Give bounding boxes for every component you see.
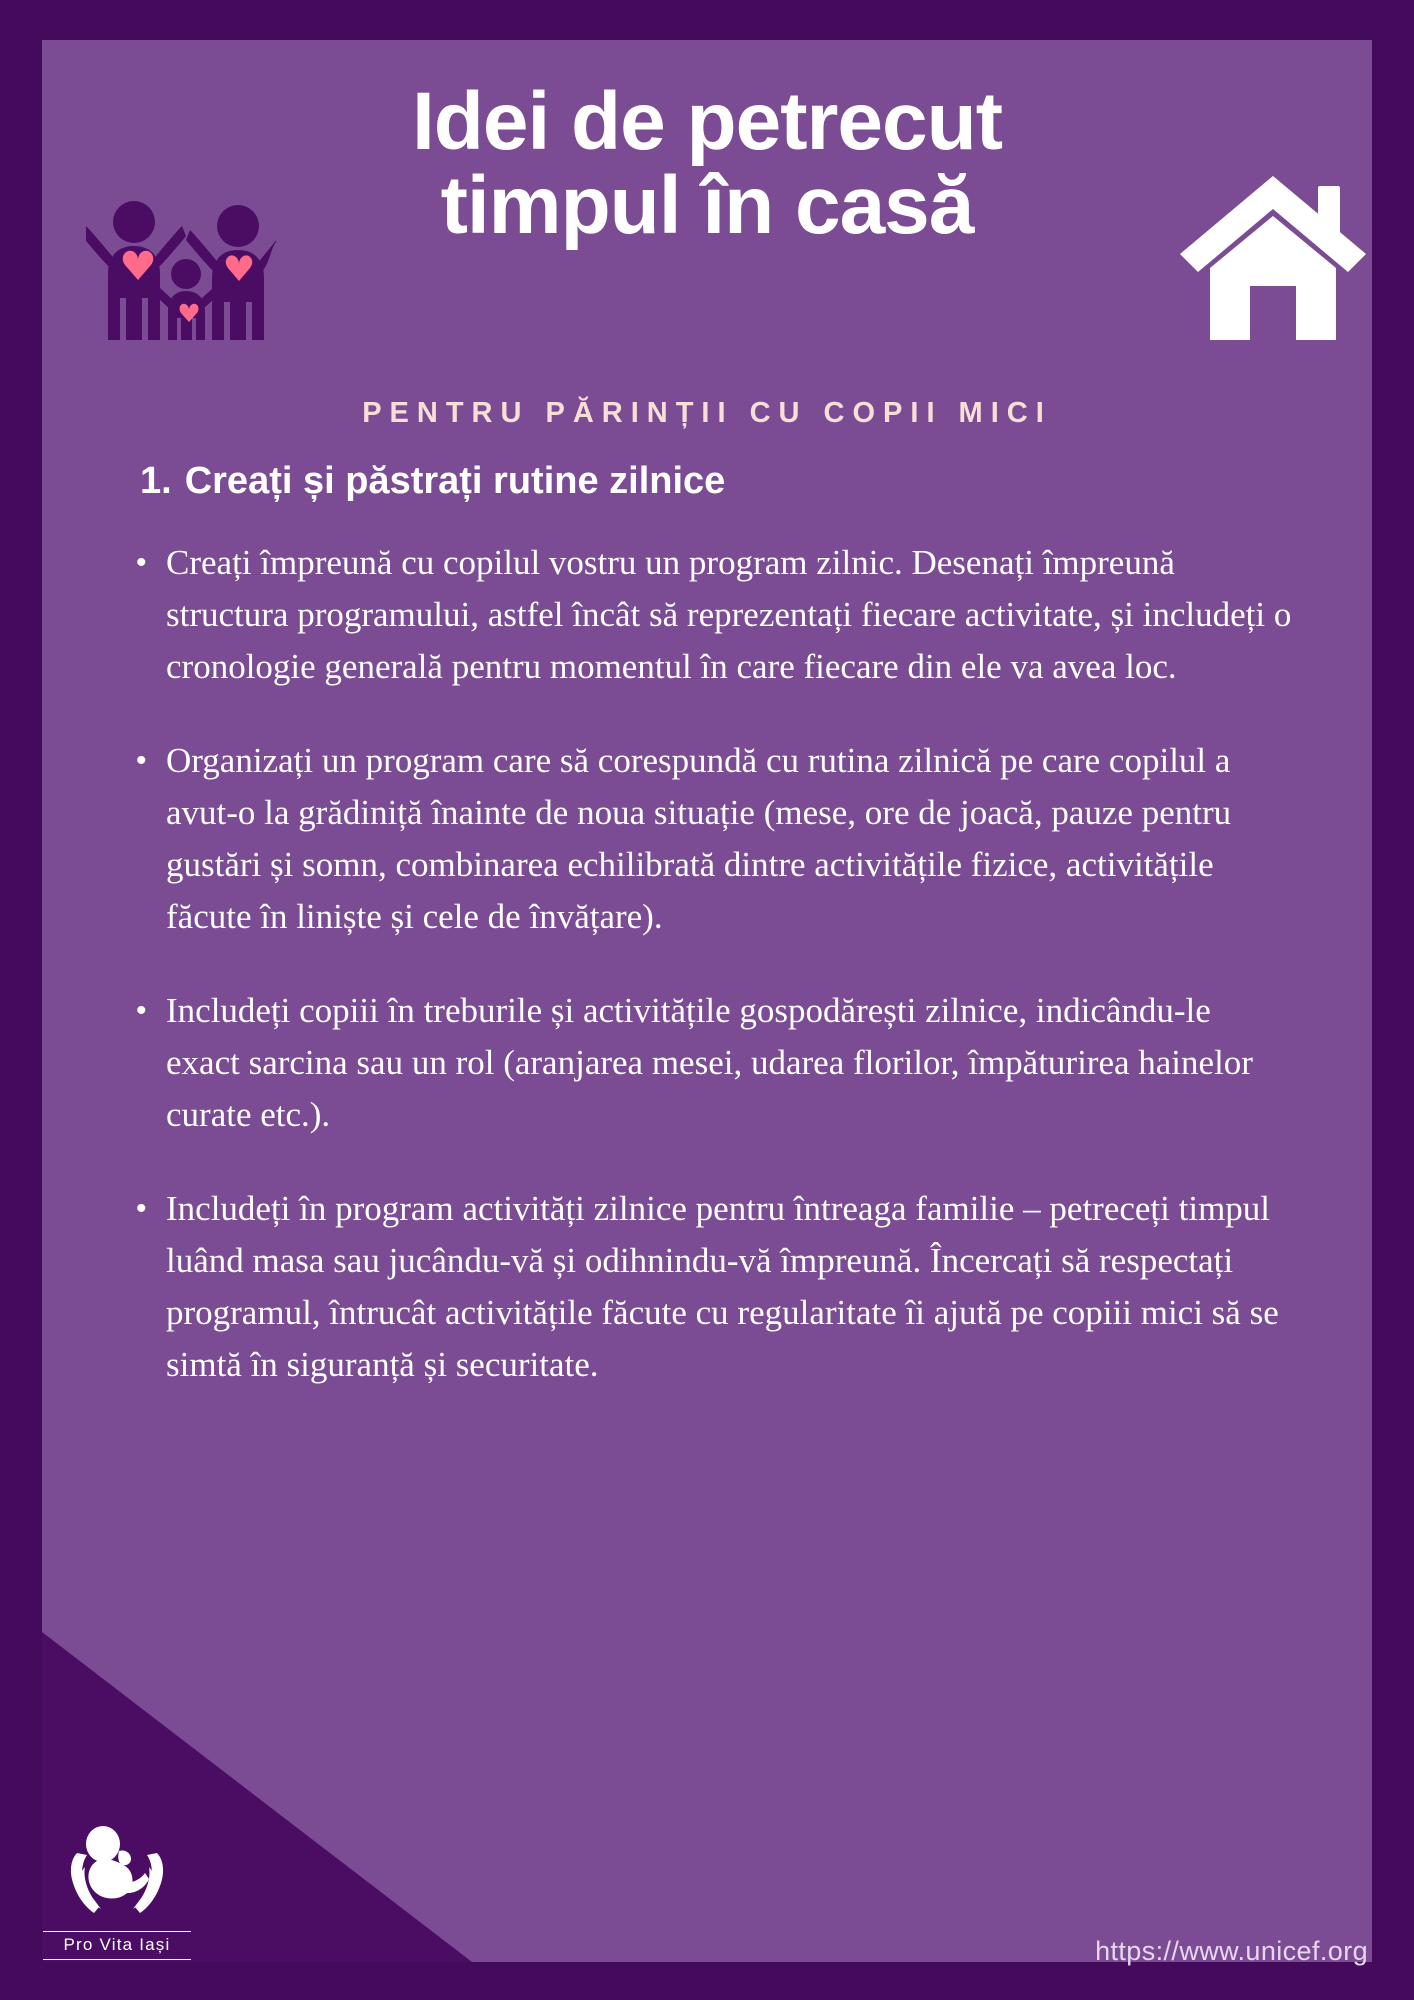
page-subtitle: PENTRU PĂRINȚII CU COPII MICI [362, 397, 1052, 429]
bullet-marker-icon: • [136, 546, 147, 579]
bullet-marker-icon: • [136, 1192, 147, 1225]
source-url: https://www.unicef.org [1095, 1936, 1368, 1966]
section-number: 1. [140, 460, 172, 502]
logo [22, 1821, 212, 1960]
list-item-text: Includeți copiii în treburile și activitățile gospodărești zilnice, indicându-le exact sarcina sau un rol (aranjarea mesei, udarea florilor, împăturirea hainelor curate etc.). [166, 991, 1253, 1134]
section-heading-text: Creați și păstrați rutine zilnice [184, 460, 726, 502]
list-item [132, 985, 1292, 1141]
list-item-text: Includeți în program activități zilnice pentru întreaga familie – petreceți timpul luând masa sau jucându-vă și odihnindu-vă împreună. Încercați să respectați programul, întrucât activitățile făcute cu regularitate îi ajută pe copiii mici să se simtă în siguranță și securitate. [166, 1189, 1279, 1384]
bullet-marker-icon: • [136, 994, 147, 1027]
logo-name: Pro Vita Iași [43, 1931, 191, 1960]
section-heading [140, 460, 1240, 503]
bullet-list [132, 537, 1292, 1433]
list-item [132, 537, 1292, 693]
baby-in-hands-icon [63, 1821, 171, 1925]
title-line-2: timpul în casă [440, 159, 974, 251]
list-item [132, 1183, 1292, 1391]
title-line-1: Idei de petrecut [411, 76, 1003, 167]
list-item-text: Organizați un program care să corespundă cu rutina zilnică pe care copilul a avut-o la grădiniță înainte de noua situație (mese, ore de joacă, pauze pentru gustări și somn, combinarea echilibrată dintre activitățile fizice, activitățile făcute în liniște și cele de învățare). [166, 741, 1232, 936]
page-title [0, 76, 1414, 251]
list-item [132, 735, 1292, 943]
list-item-text: Creați împreună cu copilul vostru un program zilnic. Desenați împreună structura programului, astfel încât să reprezentați fiecare activitate, și includeți o cronologie generală pentru momentul în care fiecare din ele va avea loc. [166, 543, 1292, 686]
bullet-marker-icon: • [136, 744, 147, 777]
